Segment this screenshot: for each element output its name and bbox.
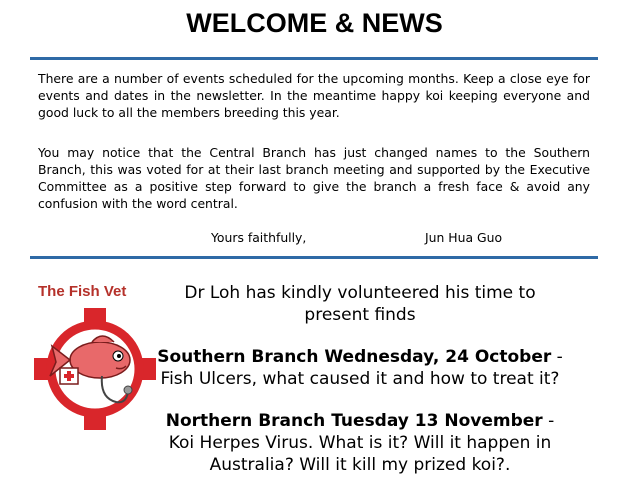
closing-text: Yours faithfully, [211, 230, 307, 245]
fish-vet-logo-icon [30, 280, 160, 430]
southern-branch-heading: Southern Branch Wednesday, 24 October [157, 347, 552, 367]
intro-paragraph-2: You may notice that the Central Branch has just changed names to the Southern Branch, this was voted for at their last branch meeting and supported by the Executive Committee as a positive step forward to give the branch a fresh face & avoid any confusion with the word central. [38, 145, 590, 211]
intro-paragraph-1: There are a number of events scheduled for the upcoming months. Keep a close eye for events and dates in the newsletter. In the meantime happy koi keeping everyone and good luck to all the members breeding this year. [38, 71, 590, 120]
fish-vet-logo-title: The Fish Vet [38, 283, 127, 300]
fish-vet-intro-line-2: present finds [304, 305, 416, 325]
author-name: Jun Hua Guo [425, 230, 503, 245]
northern-branch-heading: Northern Branch Tuesday 13 November [165, 411, 543, 431]
northern-branch-event [150, 410, 570, 476]
northern-branch-topic-line-1: Koi Herpes Virus. What is it? Will it happen in [168, 433, 552, 453]
southern-branch-event [150, 346, 570, 390]
divider-middle [30, 256, 598, 259]
page-title: WELCOME & NEWS [186, 8, 443, 38]
divider-top [30, 57, 598, 60]
northern-branch-separator: - [542, 411, 555, 431]
fish-vet-intro-line-1: Dr Loh has kindly volunteered his time to [184, 283, 536, 303]
northern-branch-topic-line-2: Australia? Will it kill my prized koi?. [209, 455, 511, 475]
fish-vet-intro [150, 282, 570, 326]
southern-branch-separator: - [551, 347, 563, 367]
southern-branch-topic: Fish Ulcers, what caused it and how to treat it? [160, 369, 560, 389]
